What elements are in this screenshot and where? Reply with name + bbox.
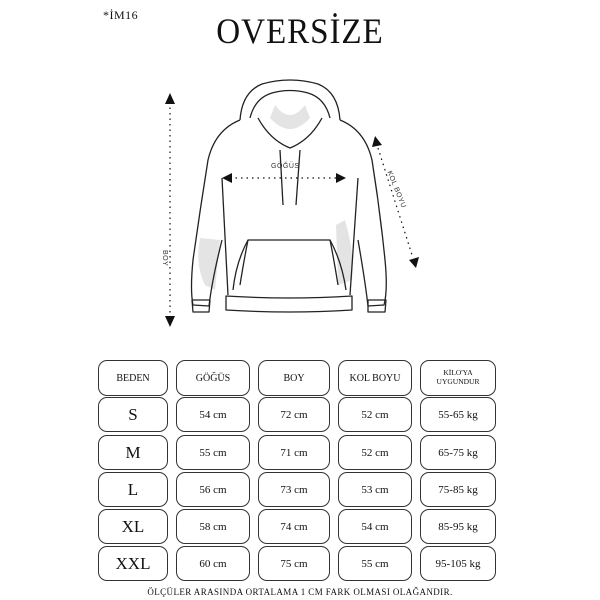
- table-row-weight: 85-95 kg: [420, 509, 496, 544]
- table-row-length: 75 cm: [258, 546, 330, 581]
- table-row-size: L: [98, 472, 168, 507]
- table-row-weight: 65-75 kg: [420, 435, 496, 470]
- table-row-weight: 55-65 kg: [420, 397, 496, 432]
- table-row-sleeve: 53 cm: [338, 472, 412, 507]
- table-row-sleeve: 55 cm: [338, 546, 412, 581]
- hoodie-diagram: [0, 70, 600, 340]
- header-kol-boyu: KOL BOYU: [338, 360, 412, 396]
- header-kilo: KİLO'YA UYGUNDUR: [420, 360, 496, 396]
- table-row-chest: 60 cm: [176, 546, 250, 581]
- header-gogus: GÖĞÜS: [176, 360, 250, 396]
- table-row-length: 74 cm: [258, 509, 330, 544]
- table-row-chest: 55 cm: [176, 435, 250, 470]
- table-row-length: 72 cm: [258, 397, 330, 432]
- header-beden: BEDEN: [98, 360, 168, 396]
- sleeve-label: KOL BOYU: [385, 170, 407, 210]
- table-row-size: XXL: [98, 546, 168, 581]
- table-row-size: M: [98, 435, 168, 470]
- table-row-size: XL: [98, 509, 168, 544]
- product-code: *İM16: [103, 8, 139, 22]
- table-row-chest: 58 cm: [176, 509, 250, 544]
- chest-label: GÖĞÜS: [271, 163, 300, 170]
- header-boy: BOY: [258, 360, 330, 396]
- footnote: ÖLÇÜLER ARASINDA ORTALAMA 1 CM FARK OLMASI OLAĞANDIR.: [147, 587, 453, 597]
- table-row-chest: 56 cm: [176, 472, 250, 507]
- table-row-length: 71 cm: [258, 435, 330, 470]
- table-row-weight: 95-105 kg: [420, 546, 496, 581]
- table-row-sleeve: 52 cm: [338, 397, 412, 432]
- table-row-chest: 54 cm: [176, 397, 250, 432]
- hoodie-outline: [192, 80, 387, 312]
- table-row-size: S: [98, 397, 168, 432]
- length-label: BOY: [161, 250, 168, 267]
- table-row-weight: 75-85 kg: [420, 472, 496, 507]
- table-row-sleeve: 54 cm: [338, 509, 412, 544]
- table-row-sleeve: 52 cm: [338, 435, 412, 470]
- table-row-length: 73 cm: [258, 472, 330, 507]
- page-title: OVERSİZE: [216, 11, 384, 51]
